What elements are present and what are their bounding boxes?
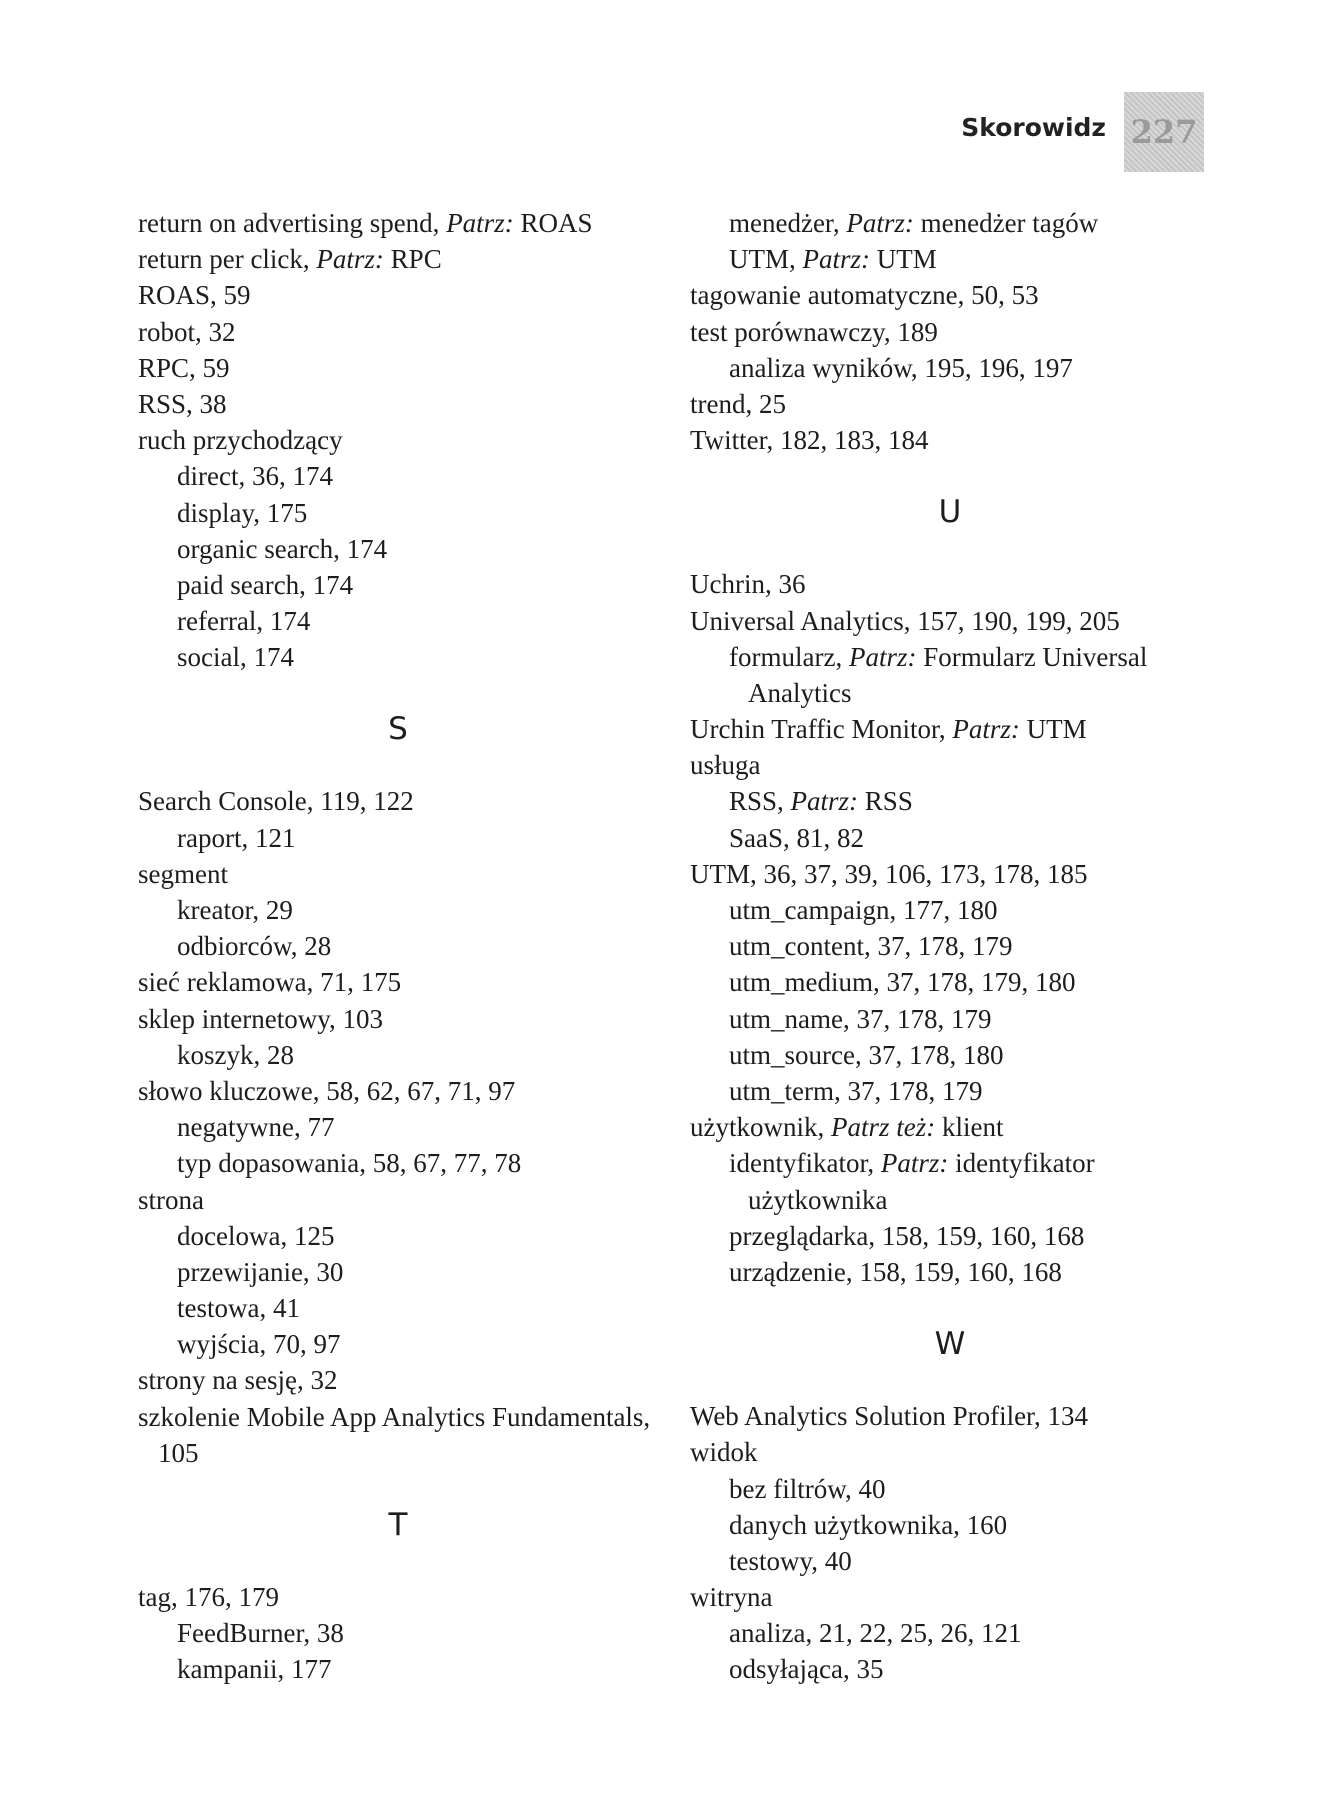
entry-text: urządzenie, 158, 159, 160, 168 [729, 1256, 1062, 1287]
index-subentry [690, 1218, 1210, 1254]
entry-text: referral, 174 [177, 606, 311, 637]
index-subentry [690, 820, 1210, 856]
entry-text: Web Analytics Solution Profiler, 134 [690, 1401, 1088, 1432]
index-entry [690, 566, 1210, 602]
see-reference-target: ROAS [513, 208, 593, 238]
section-letter-heading: S [388, 711, 408, 748]
index-entry [690, 1434, 1210, 1470]
entry-text: RPC, 59 [138, 352, 230, 383]
entry-text: koszyk, 28 [177, 1039, 294, 1070]
see-reference-target: RPC [383, 244, 442, 275]
entry-text: przewijanie, 30 [177, 1256, 344, 1287]
index-entry [138, 205, 658, 241]
entry-text: kreator, 29 [177, 895, 293, 925]
index-column-right [690, 205, 1210, 1688]
index-subentry [690, 1145, 1210, 1217]
index-entry [138, 1073, 658, 1109]
index-subentry [138, 1651, 658, 1687]
entry-text: Universal Analytics, 157, 190, 199, 205 [690, 605, 1120, 636]
index-entry [690, 1398, 1210, 1434]
entry-text: test porównawczy, 189 [690, 316, 938, 347]
entry-text: Uchrin, 36 [690, 569, 806, 600]
index-entry [138, 964, 658, 1000]
index-entry [138, 350, 658, 386]
index-entry [690, 277, 1210, 313]
index-subentry [690, 783, 1210, 819]
index-subentry [690, 1651, 1210, 1687]
index-column-left [138, 205, 658, 1688]
entry-text: tagowanie automatyczne, 50, 53 [690, 280, 1039, 311]
index-subentry [690, 1543, 1210, 1579]
index-subentry [138, 567, 658, 603]
entry-text: widok [690, 1437, 758, 1468]
index-subentry [138, 1254, 658, 1290]
entry-text: odbiorców, 28 [177, 931, 332, 962]
entry-text: testowy, 40 [729, 1545, 852, 1576]
index-entry [138, 1001, 658, 1037]
entry-text: display, 175 [177, 497, 308, 528]
index-entry [138, 856, 658, 892]
entry-text: sklep internetowy, 103 [138, 1003, 383, 1034]
see-reference-label: Patrz: [952, 714, 1020, 745]
entry-text: strona [138, 1184, 204, 1215]
see-reference-label: Patrz: [316, 244, 384, 275]
index-subentry [138, 531, 658, 567]
index-subentry [690, 1507, 1210, 1543]
entry-text: paid search, 174 [177, 569, 354, 600]
index-subentry [690, 1037, 1210, 1073]
see-reference-target: identyfikator użytkownika [748, 1148, 1095, 1215]
see-reference-label: Patrz: [880, 1148, 949, 1179]
entry-text: analiza wyników, 195, 196, 197 [729, 352, 1073, 383]
entry-text: RSS, [729, 786, 791, 817]
index-subentry [138, 1290, 658, 1326]
see-reference-label: Patrz: [446, 208, 514, 238]
index-entry [138, 386, 658, 422]
index-entry [138, 277, 658, 313]
entry-text: UTM, [729, 244, 803, 275]
index-subentry [138, 1615, 658, 1651]
index-subentry [690, 1471, 1210, 1507]
entry-text: sieć reklamowa, 71, 175 [138, 967, 402, 998]
index-entry [690, 747, 1210, 783]
page-number-box [1124, 92, 1204, 172]
entry-text: utm_name, 37, 178, 179 [729, 1003, 992, 1034]
entry-text: odsyłająca, 35 [729, 1654, 884, 1685]
index-subentry [690, 964, 1210, 1000]
index-subentry [690, 1073, 1210, 1109]
page-number: 227 [1130, 113, 1198, 151]
entry-text: trend, 25 [690, 388, 786, 419]
index-subentry [690, 205, 1210, 241]
index-subentry [138, 1326, 658, 1362]
entry-text: UTM, 36, 37, 39, 106, 173, 178, 185 [690, 858, 1088, 889]
see-reference-target: menedżer tagów [913, 208, 1099, 238]
entry-text: strony na sesję, 32 [138, 1365, 338, 1396]
index-subentry [690, 1001, 1210, 1037]
entry-text: ruch przychodzący [138, 425, 343, 456]
index-subentry [138, 892, 658, 928]
entry-text: bez filtrów, 40 [729, 1473, 886, 1504]
entry-text: użytkownik, [690, 1112, 831, 1143]
entry-text: direct, 36, 174 [177, 461, 333, 492]
entry-text: słowo kluczowe, 58, 62, 67, 71, 97 [138, 1075, 516, 1106]
entry-text: SaaS, 81, 82 [729, 822, 864, 853]
entry-text: utm_source, 37, 178, 180 [729, 1039, 1004, 1070]
index-subentry [138, 928, 658, 964]
index-subentry [138, 603, 658, 639]
index-entry [690, 711, 1210, 747]
entry-text: return on advertising spend, [138, 208, 447, 238]
index-subentry [690, 639, 1210, 711]
entry-text: robot, 32 [138, 316, 236, 347]
entry-text: Urchin Traffic Monitor, [690, 714, 953, 745]
index-entry [690, 856, 1210, 892]
entry-text: utm_medium, 37, 178, 179, 180 [729, 967, 1076, 998]
index-entry [138, 1579, 658, 1615]
index-subentry [138, 495, 658, 531]
index-entry [690, 603, 1210, 639]
entry-text: utm_term, 37, 178, 179 [729, 1075, 983, 1106]
entry-text: szkolenie Mobile App Analytics Fundamentals, 105 [138, 1401, 651, 1468]
index-entry [138, 422, 658, 458]
entry-text: utm_campaign, 177, 180 [729, 895, 998, 926]
see-reference-target: RSS [858, 786, 913, 817]
index-entry [690, 1109, 1210, 1145]
entry-text: utm_content, 37, 178, 179 [729, 931, 1013, 962]
entry-text: ROAS, 59 [138, 280, 251, 311]
entry-text: testowa, 41 [177, 1293, 300, 1324]
index-subentry [138, 639, 658, 675]
entry-text: kampanii, 177 [177, 1654, 332, 1685]
index-subentry [138, 1218, 658, 1254]
entry-text: typ dopasowania, 58, 67, 77, 78 [177, 1148, 522, 1179]
running-title: Skorowidz [961, 112, 1106, 142]
see-reference-target: UTM [870, 244, 937, 275]
index-entry [138, 783, 658, 819]
section-letter-heading: T [388, 1507, 408, 1544]
entry-text: negatywne, 77 [177, 1112, 335, 1143]
index-entry [690, 1579, 1210, 1615]
running-head [961, 92, 1204, 172]
entry-text: social, 174 [177, 642, 294, 673]
entry-text: identyfikator, [729, 1148, 881, 1179]
index-subentry [690, 892, 1210, 928]
index-entry [138, 314, 658, 350]
see-reference-target: klient [935, 1112, 1004, 1143]
entry-text: przeglądarka, 158, 159, 160, 168 [729, 1220, 1085, 1251]
index-entry [138, 1399, 658, 1471]
index-subentry [138, 1109, 658, 1145]
entry-text: witryna [690, 1582, 773, 1613]
see-reference-target: Formularz Universal Analytics [748, 641, 1148, 708]
entry-text: usługa [690, 750, 761, 781]
entry-text: return per click, [138, 244, 317, 275]
index-subentry [690, 928, 1210, 964]
index-subentry [138, 820, 658, 856]
see-reference-label: Patrz: [802, 244, 870, 275]
entry-text: wyjścia, 70, 97 [177, 1329, 341, 1360]
index-subentry [138, 458, 658, 494]
section-letter-heading: W [934, 1326, 966, 1363]
index-entry [690, 386, 1210, 422]
entry-text: tag, 176, 179 [138, 1582, 279, 1613]
index-subentry [138, 1145, 658, 1181]
index-entry [690, 422, 1210, 458]
see-reference-target: UTM [1019, 714, 1087, 745]
entry-text: RSS, 38 [138, 388, 227, 419]
see-reference-label: Patrz: [846, 208, 914, 238]
entry-text: raport, 121 [177, 822, 296, 853]
index-subentry [690, 241, 1210, 277]
section-letter-heading: U [938, 494, 962, 531]
see-reference-label: Patrz też: [831, 1112, 936, 1143]
see-reference-label: Patrz: [848, 641, 917, 672]
see-reference-label: Patrz: [790, 786, 859, 817]
index-entry [138, 1362, 658, 1398]
entry-text: danych użytkownika, 160 [729, 1509, 1008, 1540]
index-subentry [690, 350, 1210, 386]
index-subentry [690, 1254, 1210, 1290]
index-entry [138, 241, 658, 277]
index-entry [690, 314, 1210, 350]
entry-text: menedżer, [729, 208, 847, 238]
index-entry [138, 1182, 658, 1218]
entry-text: Search Console, 119, 122 [138, 786, 414, 817]
entry-text: docelowa, 125 [177, 1220, 335, 1251]
entry-text: organic search, 174 [177, 533, 388, 564]
entry-text: formularz, [729, 641, 849, 672]
index-subentry [138, 1037, 658, 1073]
index-subentry [690, 1615, 1210, 1651]
entry-text: segment [138, 858, 228, 889]
entry-text: analiza, 21, 22, 25, 26, 121 [729, 1618, 1022, 1649]
entry-text: FeedBurner, 38 [177, 1618, 344, 1649]
entry-text: Twitter, 182, 183, 184 [690, 425, 929, 456]
